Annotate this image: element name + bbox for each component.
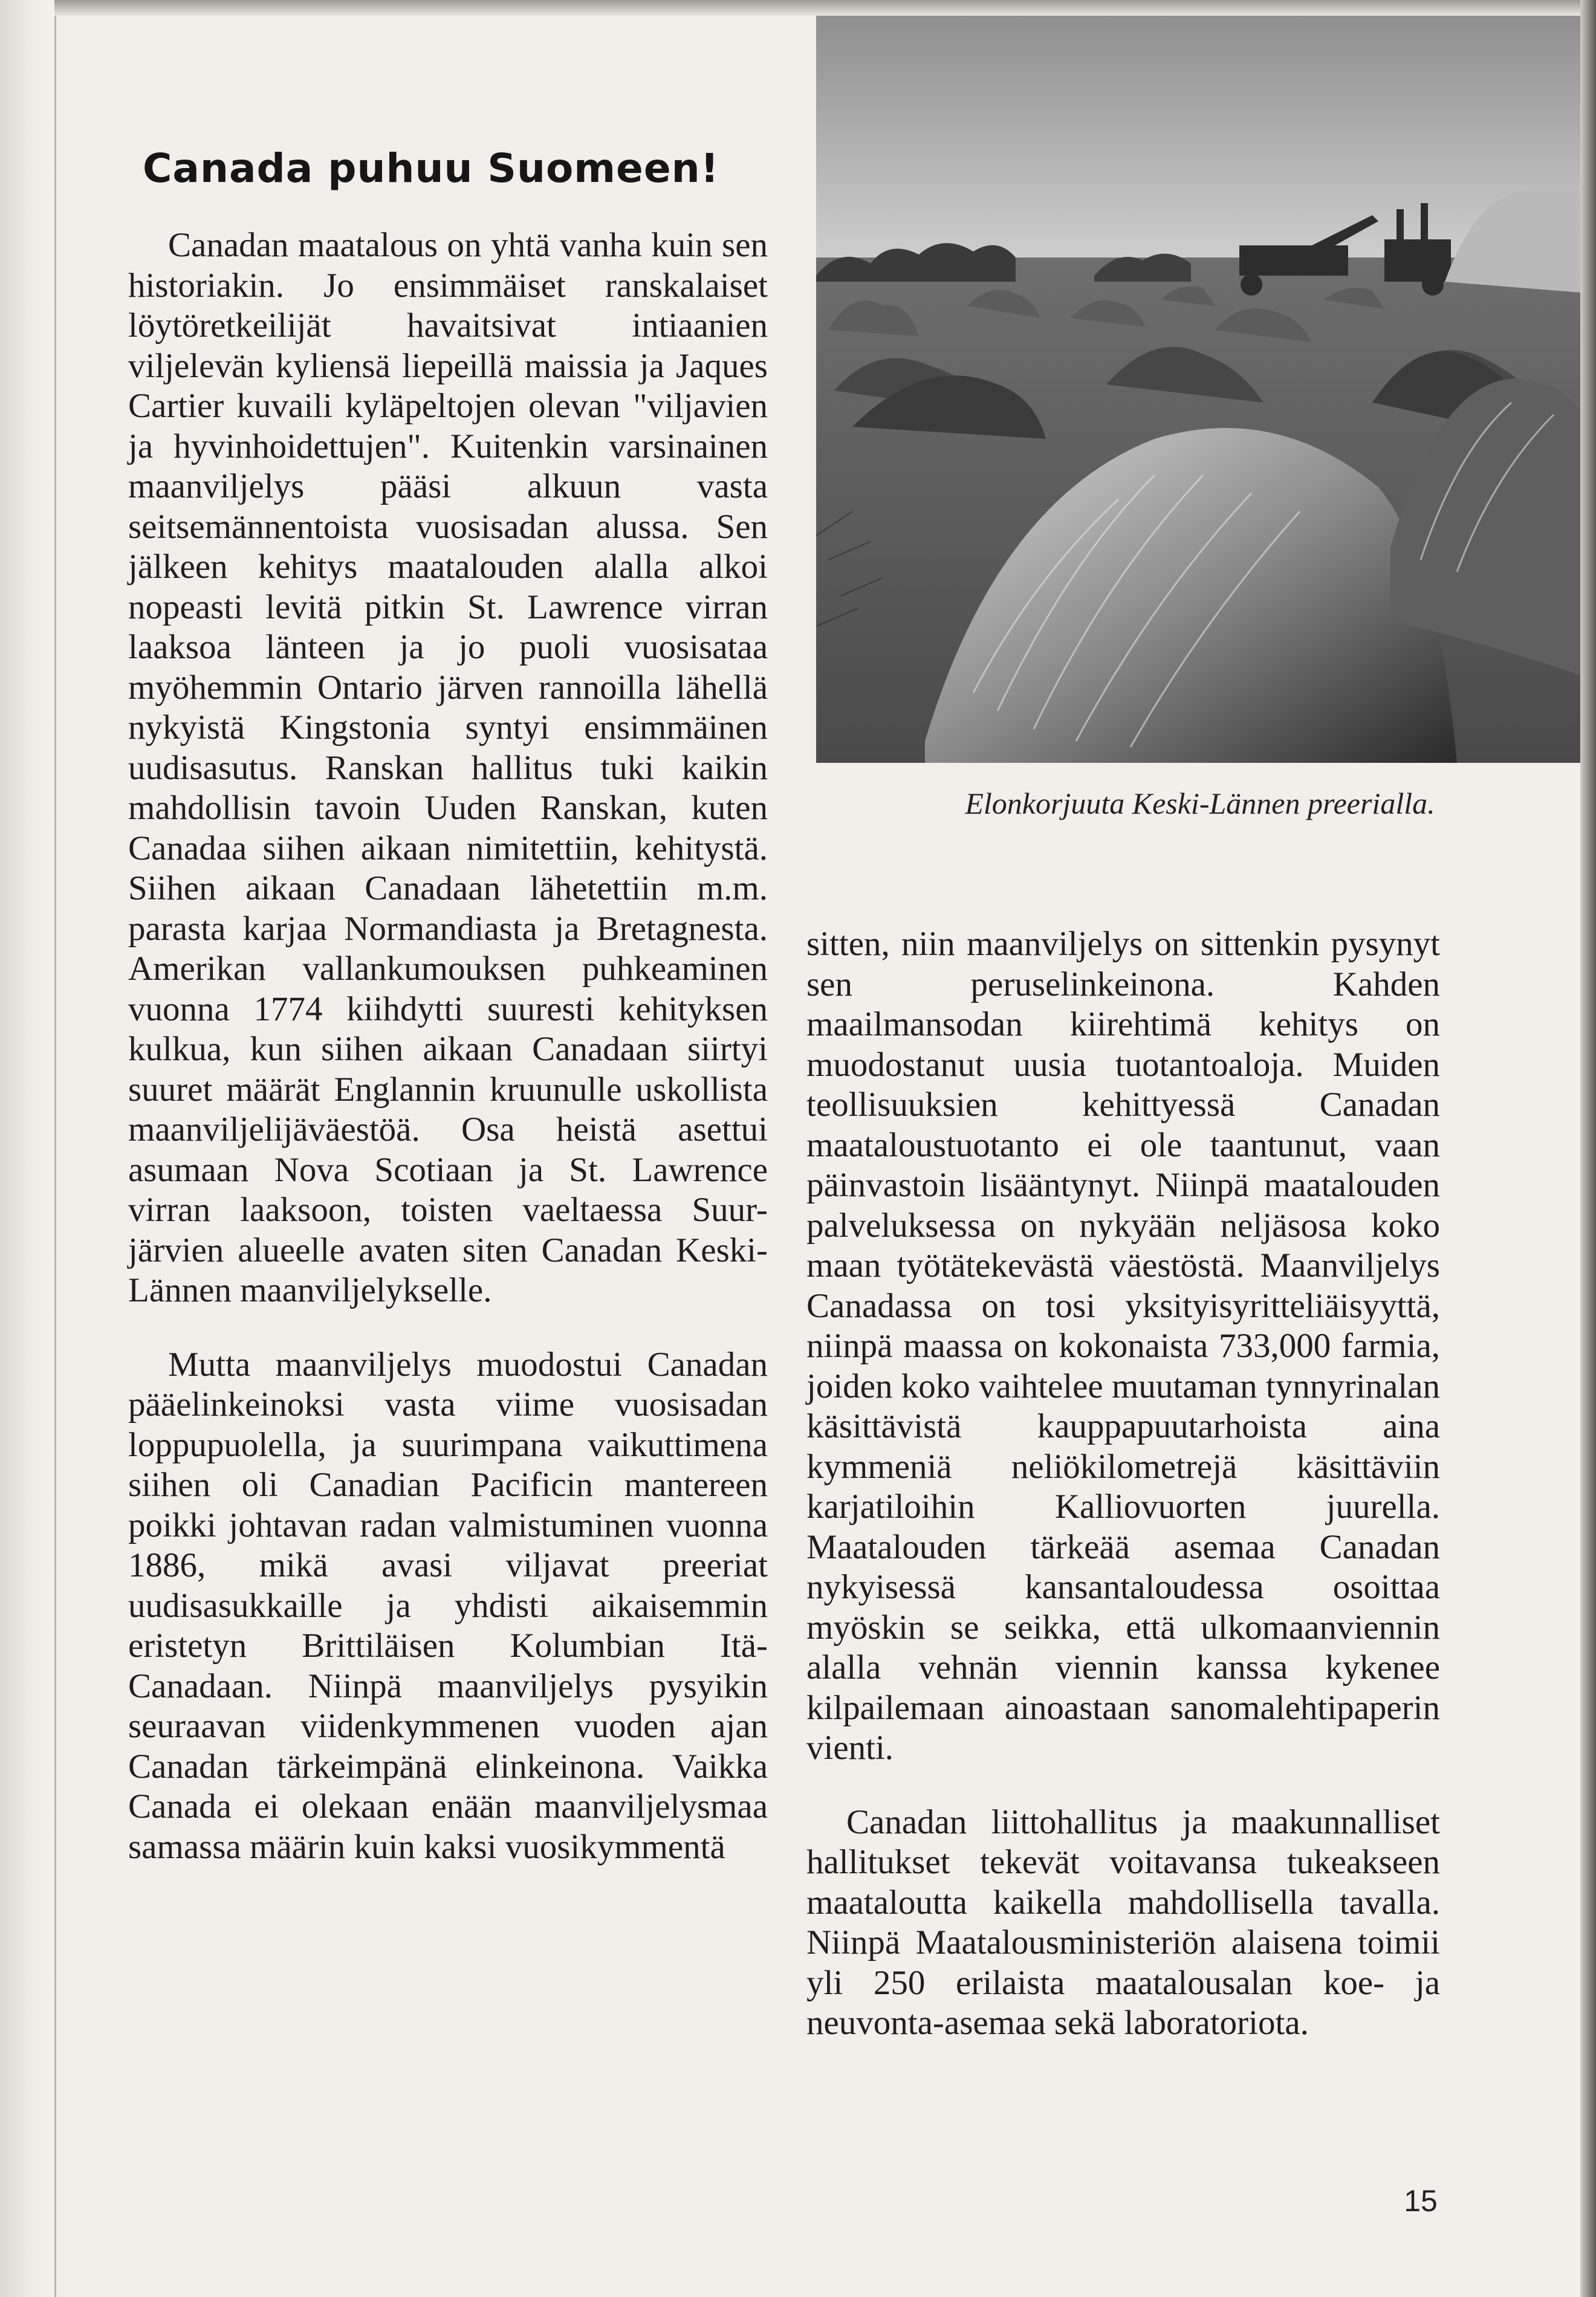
photo-caption: Elonkorjuuta Keski-Lännen preerialla. — [965, 786, 1435, 820]
paragraph-left-2: Mutta maanviljelys muodostui Canadan pääelinkeinoksi vasta viime vuosisadan loppupuolella, ja suurimpana vaikuttimena siihen oli Canadian Pacificin mantereen poikki johtavan radan valmistuminen vuonna 1886, mikä avasi viljavat preeriat uudisasukkaille ja yhdisti aikaisemmin eristetyn Brittiläisen Kolumbian Itä-Canadaan. Niinpä maanviljelys pysyikin seuraavan viidenkymmenen vuoden ajan Canadan tärkeimpänä elinkeinona. Vaikka Canada ei olekaan enään maanviljelysmaa samassa määrin kuin kaksi vuosikymmentä — [128, 1345, 768, 1866]
paragraph-left-1: Canadan maatalous on yhtä vanha kuin sen historiakin. Jo ensimmäiset ranskalaiset löytöretkeilijät havaitsivat intiaanien viljelevän kyliensä liepeillä maissia ja Jaques Cartier kuvaili kyläpeltojen olevan "viljavien ja hyvinhoidettujen". Kuitenkin varsinainen maanviljelys pääsi alkuun vasta seitsemännentoista vuosisadan alussa. Sen jälkeen kehitys maatalouden alalla alkoi nopeasti levitä pitkin St. Lawrence virran laaksoa länteen ja jo puoli vuosisataa myöhemmin Ontario järven rannoilla lähellä nykyistä Kingstonia syntyi ensimmäinen uudisasutus. Ranskan hallitus tuki kaikin mahdollisin tavoin Uuden Ranskan, kuten Canadaa siihen aikaan nimitettiin, kehitystä. Siihen aikaan Canadaan lähetettiin m.m. parasta karjaa Normandiasta ja Bretagnesta. Amerikan vallankumouksen puhkeaminen vuonna 1774 kiihdytti suuresti kehityksen kulkua, kun siihen aikaan Canadaan siirtyi suuret määrät Englannin kruunulle uskollista maanviljelijäväestöä. Osa heistä asettui asumaan Nova Scotiaan ja St. Lawrence virran laaksoon, toisten vaeltaessa Suur-järvien alueelle avaten siten Canadan Keski-Lännen maanviljelykselle. — [128, 226, 768, 1309]
page-gutter — [0, 0, 56, 2297]
article-title: Canada puhuu Suomeen! — [143, 145, 719, 192]
text-column-left — [128, 225, 768, 1867]
paragraph-right-1: sitten, niin maanviljelys on sittenkin pysynyt sen peruselinkeinona. Kahden maailmansodan kiirehtimä kehitys on muodostanut uusia tuotantoaloja. Muiden teollisuuksien kehittyessä Canadan maataloustuotanto ei ole taantunut, vaan päinvastoin lisääntynyt. Niinpä maatalouden palveluksessa on nykyään neljäsosa koko maan työtätekevästä väestöstä. Maanviljelys Canadassa on tosi yksityisyritteliäisyyttä, niinpä maassa on kokonaista 733,000 farmia, joiden koko vaihtelee muutaman tynnyrinalan käsittävistä kauppapuutarhoista aina kymmeniä neliökilometrejä käsittäviin karjatiloihin Kalliovuorten juurella. Maatalouden tärkeää asemaa Canadan nykyisessä kansantaloudessa osoittaa myöskin se seikka, että ulkomaanviennin alalla vehnän viennin kanssa kykenee kilpailemaan ainoastaan sanomalehtipaperin vienti. — [806, 925, 1440, 1767]
page-number: 15 — [1404, 2184, 1438, 2218]
text-column-right — [806, 924, 1440, 2044]
harvest-photo — [816, 16, 1596, 763]
page-right-edge — [1580, 0, 1596, 2297]
paragraph-right-2: Canadan liittohallitus ja maakunnalliset hallitukset tekevät voitavansa tukeakseen maataloutta kaikella mahdollisella tavalla. Niinpä Maatalousministeriön alaisena toimii yli 250 erilaista maatalousalan koe- ja neuvonta-asemaa sekä laboratoriota. — [806, 1803, 1440, 2042]
page-top-edge — [54, 0, 1584, 16]
